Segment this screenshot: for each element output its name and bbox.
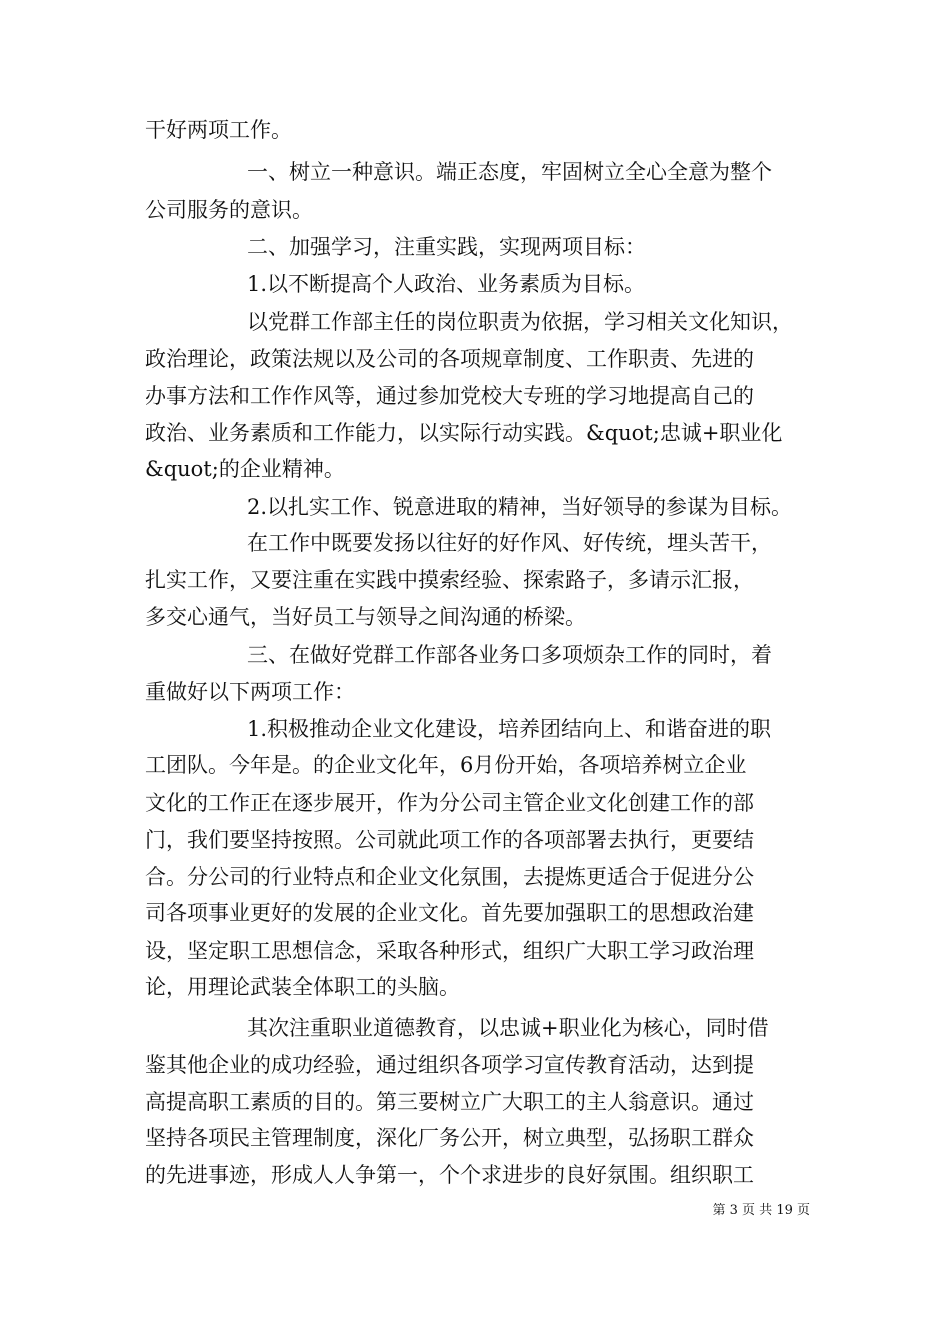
text-line-10: &quot;的企业精神。 bbox=[145, 457, 345, 481]
text-line-3: 公司服务的意识。 bbox=[145, 198, 313, 222]
text-line-4: 二、加强学习，注重实践，实现两项目标： bbox=[247, 235, 646, 259]
text-line-17: 1.积极推动企业文化建设，培养团结向上、和谐奋进的职 bbox=[247, 717, 772, 741]
text-line-20: 门，我们要坚持按照。公司就此项工作的各项部署去执行，更要结 bbox=[145, 828, 754, 852]
text-line-25: 其次注重职业道德教育，以忠诚+职业化为核心，同时借 bbox=[247, 1016, 769, 1040]
text-line-15: 三、在做好党群工作部各业务口多项烦杂工作的同时，着 bbox=[247, 643, 772, 667]
text-line-6: 以党群工作部主任的岗位职责为依据，学习相关文化知识， bbox=[247, 310, 793, 334]
text-line-2: 一、树立一种意识。端正态度，牢固树立全心全意为整个 bbox=[247, 160, 772, 184]
text-line-16: 重做好以下两项工作： bbox=[145, 680, 355, 704]
text-line-19: 文化的工作正在逐步展开，作为分公司主管企业文化创建工作的部 bbox=[145, 791, 754, 815]
text-line-29: 的先进事迹，形成人人争第一，个个求进步的良好氛围。组织职工 bbox=[145, 1163, 754, 1187]
text-line-26: 鉴其他企业的成功经验，通过组织各项学习宣传教育活动，达到提 bbox=[145, 1053, 754, 1077]
text-line-5: 1.以不断提高个人政治、业务素质为目标。 bbox=[247, 272, 646, 296]
text-line-23: 设，坚定职工思想信念，采取各种形式，组织广大职工学习政治理 bbox=[145, 939, 754, 963]
text-line-14: 多交心通气，当好员工与领导之间沟通的桥梁。 bbox=[145, 605, 586, 629]
text-line-9: 政治、业务素质和工作能力，以实际行动实践。&quot;忠诚+职业化 bbox=[145, 421, 783, 445]
page-number-footer: 第 3 页 共 19 页 bbox=[712, 1203, 810, 1218]
text-line-28: 坚持各项民主管理制度，深化厂务公开，树立典型，弘扬职工群众 bbox=[145, 1126, 754, 1150]
text-line-7: 政治理论，政策法规以及公司的各项规章制度、工作职责、先进的 bbox=[145, 347, 754, 371]
text-line-12: 在工作中既要发扬以往好的好作风、好传统，埋头苦干， bbox=[247, 531, 772, 555]
text-line-21: 合。分公司的行业特点和企业文化氛围，去提炼更适合于促进分公 bbox=[145, 865, 754, 889]
text-line-18: 工团队。今年是。的企业文化年，6月份开始，各项培养树立企业 bbox=[145, 753, 747, 777]
text-line-27: 高提高职工素质的目的。第三要树立广大职工的主人翁意识。通过 bbox=[145, 1090, 754, 1114]
text-line-22: 司各项事业更好的发展的企业文化。首先要加强职工的思想政治建 bbox=[145, 901, 754, 925]
text-line-11: 2.以扎实工作、锐意进取的精神，当好领导的参谋为目标。 bbox=[247, 495, 793, 519]
text-line-13: 扎实工作，又要注重在实践中摸索经验、探索路子，多请示汇报， bbox=[145, 568, 754, 592]
text-line-1: 干好两项工作。 bbox=[145, 118, 292, 142]
text-line-24: 论，用理论武装全体职工的头脑。 bbox=[145, 975, 460, 999]
text-line-8: 办事方法和工作作风等，通过参加党校大专班的学习地提高自己的 bbox=[145, 384, 754, 408]
